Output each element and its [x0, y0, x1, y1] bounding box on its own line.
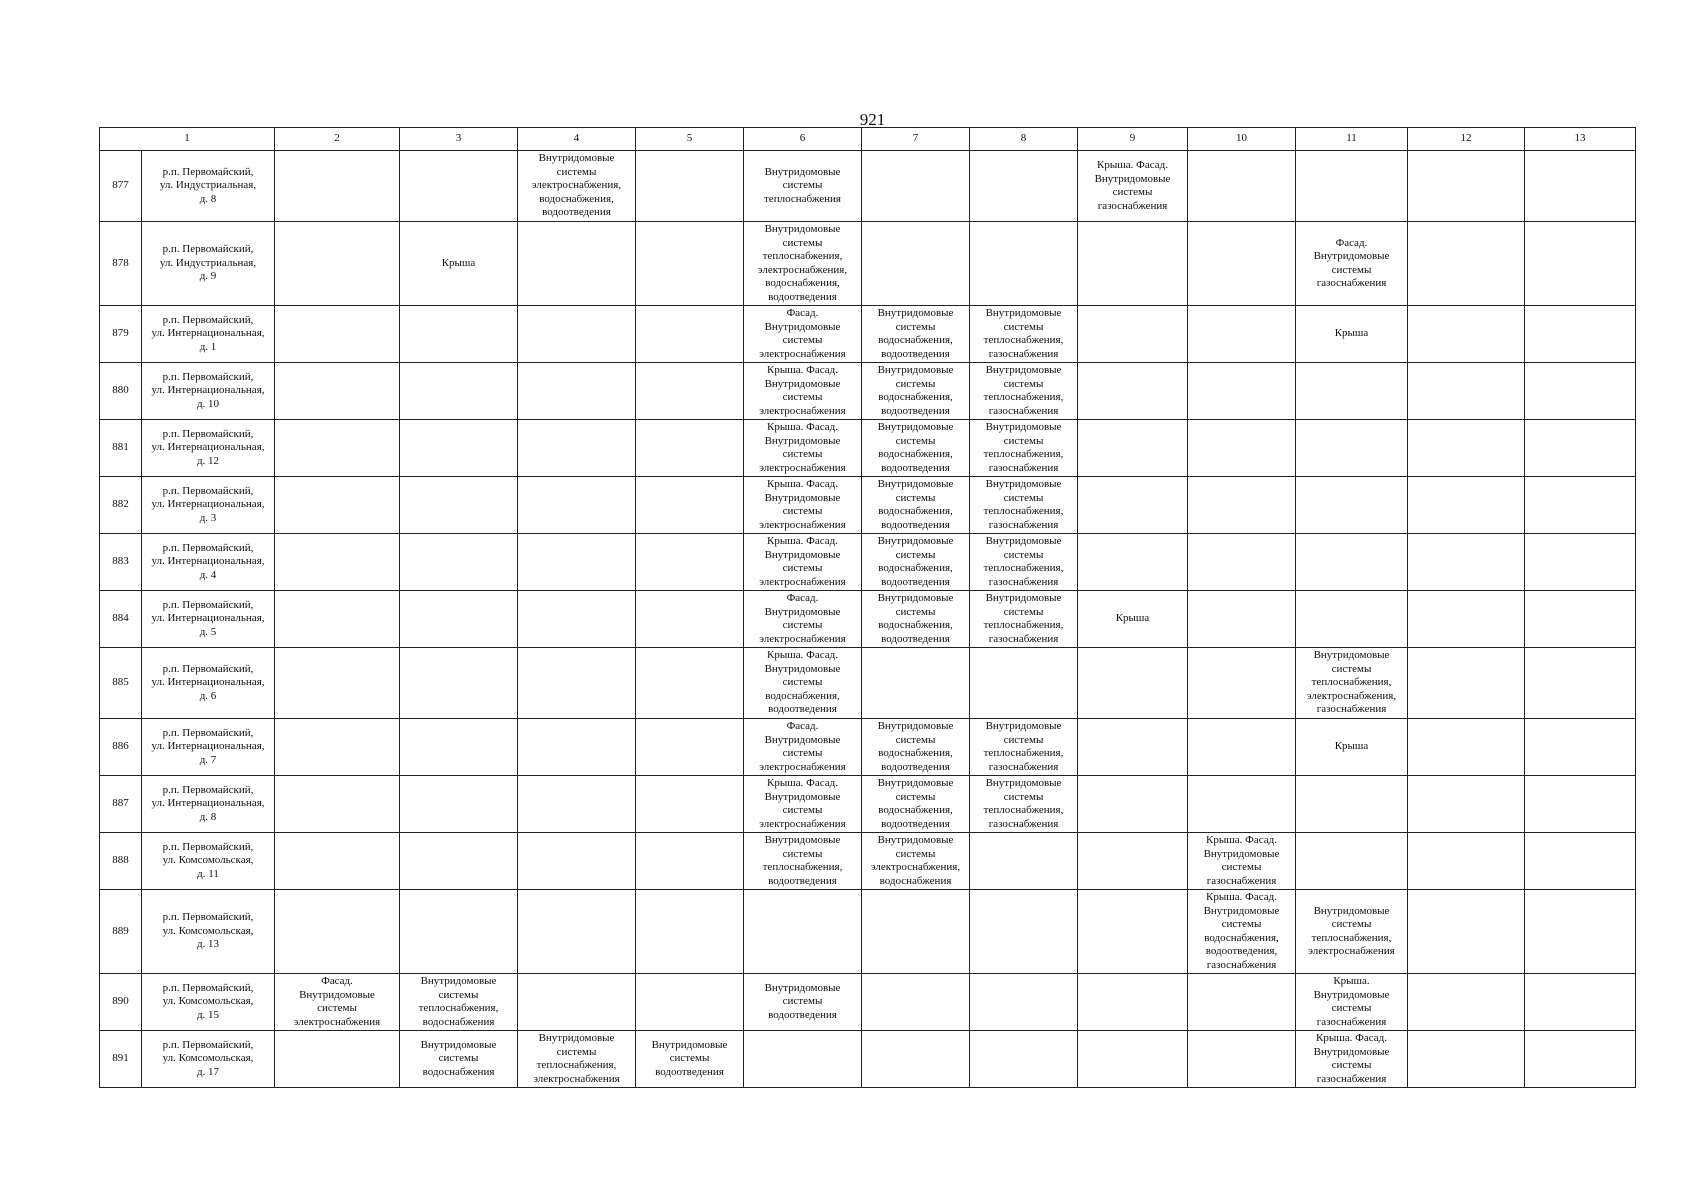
table-row — [100, 833, 1636, 890]
table-row — [100, 222, 1636, 306]
work-cell — [1525, 890, 1636, 974]
column-header: 6 — [744, 128, 862, 151]
column-header: 13 — [1525, 128, 1636, 151]
table-row — [100, 363, 1636, 420]
work-cell — [400, 363, 518, 420]
work-cell — [275, 306, 400, 363]
work-cell — [1408, 890, 1525, 974]
work-cell — [1078, 974, 1188, 1031]
work-cell — [1188, 648, 1296, 719]
row-number: 879 — [100, 306, 142, 363]
address-cell: р.п. Первомайский, ул. Комсомольская, д. 17 — [142, 1031, 275, 1088]
table-row — [100, 890, 1636, 974]
work-cell: Фасад. Внутридомовые системы электроснабжения — [744, 719, 862, 776]
work-cell — [1525, 363, 1636, 420]
row-number: 881 — [100, 420, 142, 477]
work-cell: Внутридомовые системы теплоснабжения, электроснабжения — [518, 1031, 636, 1088]
work-cell — [1408, 151, 1525, 222]
work-cell: Крыша. Фасад. Внутридомовые системы газоснабжения — [1078, 151, 1188, 222]
work-cell — [1408, 477, 1525, 534]
work-cell: Внутридомовые системы теплоснабжения, газоснабжения — [970, 306, 1078, 363]
row-number: 880 — [100, 363, 142, 420]
row-number: 890 — [100, 974, 142, 1031]
address-cell: р.п. Первомайский, ул. Интернациональная, д. 5 — [142, 591, 275, 648]
work-cell — [1188, 1031, 1296, 1088]
work-cell — [1525, 648, 1636, 719]
work-cell: Внутридомовые системы теплоснабжения, электроснабжения, газоснабжения — [1296, 648, 1408, 719]
work-cell — [1296, 833, 1408, 890]
work-cell: Внутридомовые системы водоснабжения, водоотведения — [862, 591, 970, 648]
work-cell — [636, 151, 744, 222]
row-number: 888 — [100, 833, 142, 890]
table-row — [100, 151, 1636, 222]
work-cell — [636, 222, 744, 306]
work-cell — [1078, 776, 1188, 833]
work-cell: Внутридомовые системы теплоснабжения, газоснабжения — [970, 477, 1078, 534]
work-cell: Внутридомовые системы теплоснабжения, газоснабжения — [970, 363, 1078, 420]
work-cell — [862, 890, 970, 974]
row-number: 891 — [100, 1031, 142, 1088]
work-cell: Внутридомовые системы водоснабжения — [400, 1031, 518, 1088]
work-cell: Внутридомовые системы теплоснабжения, электроснабжения, водоснабжения, водоотведения — [744, 222, 862, 306]
address-cell: р.п. Первомайский, ул. Интернациональная, д. 12 — [142, 420, 275, 477]
table-row — [100, 534, 1636, 591]
work-cell — [1408, 719, 1525, 776]
work-cell: Внутридомовые системы водоснабжения, водоотведения — [862, 776, 970, 833]
work-cell — [1296, 591, 1408, 648]
work-cell — [1296, 776, 1408, 833]
work-cell — [518, 974, 636, 1031]
address-cell: р.п. Первомайский, ул. Комсомольская, д. 13 — [142, 890, 275, 974]
work-cell — [400, 420, 518, 477]
address-cell: р.п. Первомайский, ул. Комсомольская, д. 15 — [142, 974, 275, 1031]
work-cell — [275, 534, 400, 591]
work-cell: Внутридомовые системы электроснабжения, водоснабжения — [862, 833, 970, 890]
work-cell — [1408, 420, 1525, 477]
work-cell: Внутридомовые системы теплоснабжения, газоснабжения — [970, 719, 1078, 776]
work-cell: Внутридомовые системы теплоснабжения, газоснабжения — [970, 591, 1078, 648]
work-cell — [1078, 420, 1188, 477]
work-cell — [1296, 363, 1408, 420]
work-cell — [1078, 890, 1188, 974]
work-cell — [1188, 363, 1296, 420]
work-cell — [1525, 1031, 1636, 1088]
work-cell — [636, 363, 744, 420]
work-cell — [1078, 306, 1188, 363]
work-cell: Крыша. Фасад. Внутридомовые системы электроснабжения — [744, 477, 862, 534]
work-cell — [1078, 719, 1188, 776]
work-cell: Внутридомовые системы водоснабжения, водоотведения — [862, 719, 970, 776]
work-cell — [1408, 534, 1525, 591]
work-cell — [400, 477, 518, 534]
work-cell — [275, 776, 400, 833]
row-number: 887 — [100, 776, 142, 833]
work-cell — [1188, 420, 1296, 477]
row-number: 889 — [100, 890, 142, 974]
work-cell — [744, 1031, 862, 1088]
work-cell — [970, 151, 1078, 222]
table-row — [100, 719, 1636, 776]
row-number: 882 — [100, 477, 142, 534]
work-cell: Крыша — [1296, 719, 1408, 776]
work-cell — [1525, 776, 1636, 833]
work-cell — [518, 890, 636, 974]
address-cell: р.п. Первомайский, ул. Интернациональная, д. 6 — [142, 648, 275, 719]
work-cell — [518, 776, 636, 833]
work-cell — [1296, 477, 1408, 534]
table-row — [100, 591, 1636, 648]
address-cell: р.п. Первомайский, ул. Комсомольская, д. 11 — [142, 833, 275, 890]
column-header: 11 — [1296, 128, 1408, 151]
work-cell — [1525, 222, 1636, 306]
work-cell — [636, 306, 744, 363]
work-cell: Фасад. Внутридомовые системы газоснабжения — [1296, 222, 1408, 306]
work-cell: Внутридомовые системы теплоснабжения, электроснабжения — [1296, 890, 1408, 974]
work-cell — [636, 833, 744, 890]
work-cell — [1408, 974, 1525, 1031]
work-cell — [1525, 420, 1636, 477]
address-cell: р.п. Первомайский, ул. Интернациональная, д. 3 — [142, 477, 275, 534]
table-row — [100, 306, 1636, 363]
work-cell — [275, 420, 400, 477]
work-cell — [1525, 151, 1636, 222]
work-cell — [518, 363, 636, 420]
work-cell: Внутридомовые системы водоснабжения, водоотведения — [862, 534, 970, 591]
work-cell: Крыша. Фасад. Внутридомовые системы электроснабжения — [744, 363, 862, 420]
work-cell: Крыша. Фасад. Внутридомовые системы водоснабжения, водоотведения — [744, 648, 862, 719]
address-cell: р.п. Первомайский, ул. Интернациональная, д. 10 — [142, 363, 275, 420]
work-cell: Крыша. Фасад. Внутридомовые системы водоснабжения, водоотведения, газоснабжения — [1188, 890, 1296, 974]
work-cell — [400, 306, 518, 363]
address-cell: р.п. Первомайский, ул. Индустриальная, д. 8 — [142, 151, 275, 222]
work-cell — [744, 890, 862, 974]
address-cell: р.п. Первомайский, ул. Интернациональная, д. 1 — [142, 306, 275, 363]
work-cell — [1408, 776, 1525, 833]
work-cell — [275, 890, 400, 974]
work-cell — [1408, 648, 1525, 719]
work-cell: Внутридомовые системы теплоснабжения, водоснабжения — [400, 974, 518, 1031]
address-cell: р.п. Первомайский, ул. Интернациональная, д. 4 — [142, 534, 275, 591]
work-cell — [400, 534, 518, 591]
work-cell — [970, 833, 1078, 890]
work-cell — [1525, 534, 1636, 591]
work-cell: Внутридомовые системы теплоснабжения, газоснабжения — [970, 534, 1078, 591]
work-cell — [1525, 591, 1636, 648]
work-cell — [400, 719, 518, 776]
work-cell — [1408, 1031, 1525, 1088]
work-cell — [636, 974, 744, 1031]
work-cell — [1525, 306, 1636, 363]
work-cell: Крыша. Фасад. Внутридомовые системы электроснабжения — [744, 776, 862, 833]
work-cell — [862, 151, 970, 222]
work-cell — [275, 222, 400, 306]
work-cell — [1078, 363, 1188, 420]
work-cell — [1296, 534, 1408, 591]
table-row — [100, 477, 1636, 534]
work-cell — [1078, 1031, 1188, 1088]
row-number: 885 — [100, 648, 142, 719]
work-cell — [636, 719, 744, 776]
work-cell: Крыша. Фасад. Внутридомовые системы электроснабжения — [744, 534, 862, 591]
work-cell — [1296, 151, 1408, 222]
work-cell — [1296, 420, 1408, 477]
work-cell — [636, 648, 744, 719]
work-cell: Внутридомовые системы водоснабжения, водоотведения — [862, 477, 970, 534]
work-cell — [1525, 974, 1636, 1031]
work-cell — [1078, 534, 1188, 591]
table-row — [100, 1031, 1636, 1088]
work-cell — [518, 833, 636, 890]
work-cell: Фасад. Внутридомовые системы электроснабжения — [275, 974, 400, 1031]
work-cell — [862, 648, 970, 719]
column-header: 7 — [862, 128, 970, 151]
work-cell — [1078, 833, 1188, 890]
table-row — [100, 776, 1636, 833]
work-cell — [636, 890, 744, 974]
work-cell: Крыша — [1078, 591, 1188, 648]
work-cell — [275, 648, 400, 719]
work-cell — [400, 890, 518, 974]
capital-repair-schedule-table — [99, 127, 1636, 1088]
work-cell — [636, 534, 744, 591]
work-cell — [518, 477, 636, 534]
work-cell — [1078, 222, 1188, 306]
work-cell — [1188, 222, 1296, 306]
column-header: 9 — [1078, 128, 1188, 151]
work-cell — [1188, 776, 1296, 833]
work-cell — [1188, 534, 1296, 591]
work-cell — [1408, 833, 1525, 890]
work-cell — [1408, 222, 1525, 306]
work-cell — [518, 534, 636, 591]
work-cell — [1188, 591, 1296, 648]
work-cell — [1408, 591, 1525, 648]
work-cell — [1188, 151, 1296, 222]
column-header: 1 — [100, 128, 275, 151]
work-cell — [1525, 477, 1636, 534]
address-cell: р.п. Первомайский, ул. Индустриальная, д. 9 — [142, 222, 275, 306]
work-cell — [518, 222, 636, 306]
work-cell: Крыша. Фасад. Внутридомовые системы электроснабжения — [744, 420, 862, 477]
work-cell — [275, 591, 400, 648]
table-row — [100, 420, 1636, 477]
work-cell: Внутридомовые системы водоснабжения, водоотведения — [862, 306, 970, 363]
work-cell — [400, 151, 518, 222]
work-cell: Крыша. Фасад. Внутридомовые системы газоснабжения — [1188, 833, 1296, 890]
work-cell — [275, 719, 400, 776]
work-cell — [970, 1031, 1078, 1088]
column-header: 3 — [400, 128, 518, 151]
work-cell — [862, 974, 970, 1031]
row-number: 886 — [100, 719, 142, 776]
work-cell — [400, 648, 518, 719]
work-cell: Внутридомовые системы теплоснабжения, газоснабжения — [970, 776, 1078, 833]
work-cell: Фасад. Внутридомовые системы электроснабжения — [744, 306, 862, 363]
work-cell: Внутридомовые системы водоотведения — [636, 1031, 744, 1088]
address-cell: р.п. Первомайский, ул. Интернациональная, д. 8 — [142, 776, 275, 833]
table-row — [100, 974, 1636, 1031]
work-cell — [275, 833, 400, 890]
column-header: 10 — [1188, 128, 1296, 151]
work-cell — [518, 420, 636, 477]
work-cell — [518, 648, 636, 719]
row-number: 877 — [100, 151, 142, 222]
column-header: 12 — [1408, 128, 1525, 151]
work-cell — [518, 719, 636, 776]
work-cell: Внутридомовые системы теплоснабжения, газоснабжения — [970, 420, 1078, 477]
work-cell — [1188, 974, 1296, 1031]
work-cell — [970, 648, 1078, 719]
work-cell — [636, 420, 744, 477]
work-cell — [275, 151, 400, 222]
column-header: 8 — [970, 128, 1078, 151]
work-cell — [1078, 477, 1188, 534]
work-cell — [400, 833, 518, 890]
work-cell — [1188, 719, 1296, 776]
work-cell — [636, 591, 744, 648]
work-cell: Внутридомовые системы водоотведения — [744, 974, 862, 1031]
work-cell — [400, 776, 518, 833]
header-row — [100, 128, 1636, 151]
work-cell — [518, 306, 636, 363]
work-cell — [862, 222, 970, 306]
column-header: 4 — [518, 128, 636, 151]
work-cell — [1188, 306, 1296, 363]
work-cell: Крыша — [400, 222, 518, 306]
work-cell: Крыша. Внутридомовые системы газоснабжения — [1296, 974, 1408, 1031]
work-cell — [1188, 477, 1296, 534]
work-cell: Крыша — [1296, 306, 1408, 363]
page-number: 921 — [859, 110, 886, 129]
work-cell — [862, 1031, 970, 1088]
work-cell: Внутридомовые системы теплоснабжения, водоотведения — [744, 833, 862, 890]
work-cell — [1525, 719, 1636, 776]
row-number: 878 — [100, 222, 142, 306]
work-cell: Крыша. Фасад. Внутридомовые системы газоснабжения — [1296, 1031, 1408, 1088]
work-cell — [636, 776, 744, 833]
work-cell — [1408, 363, 1525, 420]
work-cell: Внутридомовые системы водоснабжения, водоотведения — [862, 363, 970, 420]
work-cell: Внутридомовые системы водоснабжения, водоотведения — [862, 420, 970, 477]
column-header: 5 — [636, 128, 744, 151]
column-header: 2 — [275, 128, 400, 151]
row-number: 883 — [100, 534, 142, 591]
table-row — [100, 648, 1636, 719]
work-cell — [1078, 648, 1188, 719]
work-cell: Внутридомовые системы электроснабжения, водоснабжения, водоотведения — [518, 151, 636, 222]
address-cell: р.п. Первомайский, ул. Интернациональная, д. 7 — [142, 719, 275, 776]
row-number: 884 — [100, 591, 142, 648]
work-cell: Фасад. Внутридомовые системы электроснабжения — [744, 591, 862, 648]
work-cell: Внутридомовые системы теплоснабжения — [744, 151, 862, 222]
work-cell — [518, 591, 636, 648]
work-cell — [1408, 306, 1525, 363]
work-cell — [275, 477, 400, 534]
work-cell — [970, 222, 1078, 306]
work-cell — [1525, 833, 1636, 890]
work-cell — [400, 591, 518, 648]
work-cell — [275, 1031, 400, 1088]
work-cell — [970, 974, 1078, 1031]
work-cell — [636, 477, 744, 534]
work-cell — [275, 363, 400, 420]
work-cell — [970, 890, 1078, 974]
